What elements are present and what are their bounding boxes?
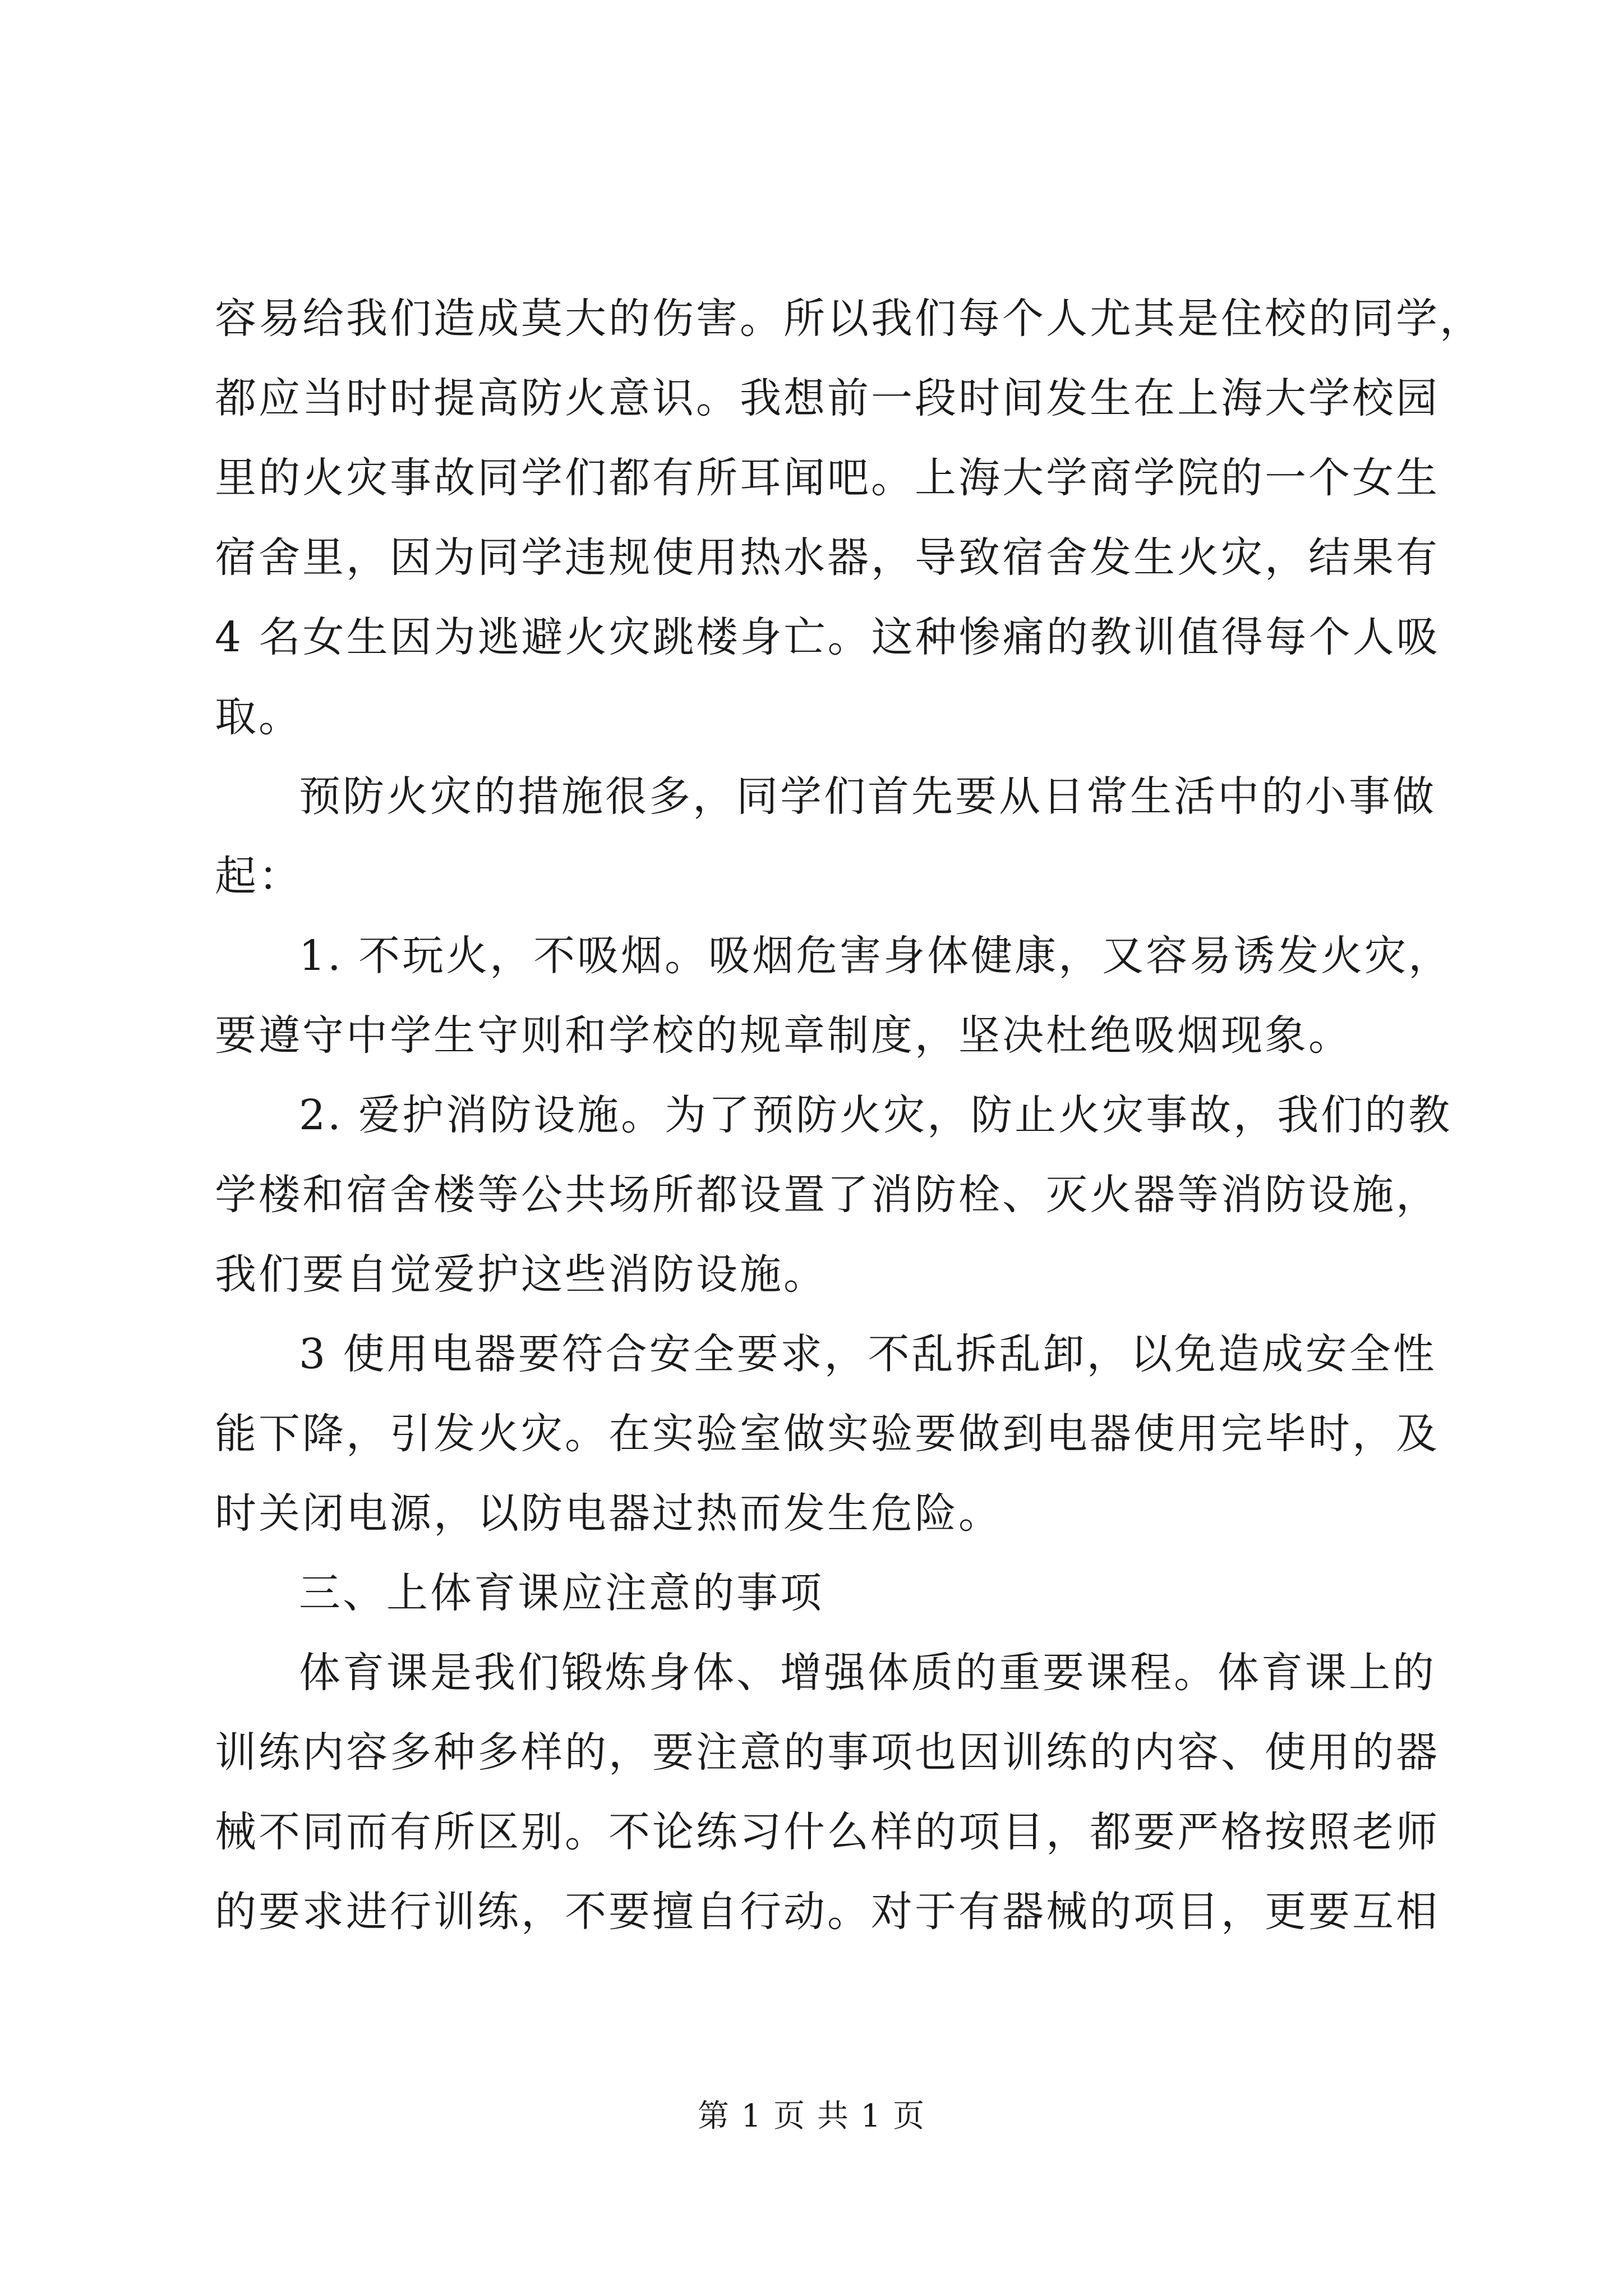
text-line: 宿舍里，因为同学违规使用热水器，导致宿舍发生火灾，结果有 <box>215 533 1440 582</box>
text-line: 训练内容多种多样的，要注意的事项也因训练的内容、使用的器 <box>215 1728 1440 1777</box>
text-line: 取。 <box>215 693 302 741</box>
text-line: 械不同而有所区别。不论练习什么样的项目，都要严格按照老师 <box>215 1808 1440 1856</box>
list-item-text: 2. 爱护消防设施。为了预防火灾，防止火灾事故，我们的教 <box>299 1091 1453 1139</box>
text-line: 要遵守中学生守则和学校的规章制度，坚决杜绝吸烟现象。 <box>215 1011 1352 1060</box>
list-item-text: 1. 不玩火，不吸烟。吸烟危害身体健康，又容易诱发火灾， <box>299 932 1453 980</box>
section-heading: 三、上体育课应注意的事项 <box>299 1569 824 1617</box>
text-line: 都应当时时提高防火意识。我想前一段时间发生在上海大学校园 <box>215 374 1440 422</box>
page-number-footer: 第 1 页 共 1 页 <box>697 2098 926 2134</box>
text-line: 4 名女生因为逃避火灾跳楼身亡。这种惨痛的教训值得每个人吸 <box>215 613 1440 661</box>
list-item-text: 3 使用电器要符合安全要求，不乱拆乱卸，以免造成安全性 <box>299 1330 1437 1378</box>
text-line: 起： <box>215 852 302 900</box>
text-line: 容易给我们造成莫大的伤害。所以我们每个人尤其是住校的同学， <box>215 295 1483 343</box>
text-line: 体育课是我们锻炼身体、增强体质的重要课程。体育课上的 <box>299 1649 1436 1697</box>
text-line: 学楼和宿舍楼等公共场所都设置了消防栓、灭火器等消防设施， <box>215 1171 1440 1219</box>
text-line: 里的火灾事故同学们都有所耳闻吧。上海大学商学院的一个女生 <box>215 454 1440 502</box>
text-line: 时关闭电源，以防电器过热而发生危险。 <box>215 1489 1002 1538</box>
text-line: 预防火灾的措施很多，同学们首先要从日常生活中的小事做 <box>299 772 1436 821</box>
text-line: 的要求进行训练，不要擅自行动。对于有器械的项目，更要互相 <box>215 1888 1440 1936</box>
text-line: 能下降，引发火灾。在实验室做实验要做到电器使用完毕时，及 <box>215 1410 1440 1458</box>
text-line: 我们要自觉爱护这些消防设施。 <box>215 1250 827 1299</box>
